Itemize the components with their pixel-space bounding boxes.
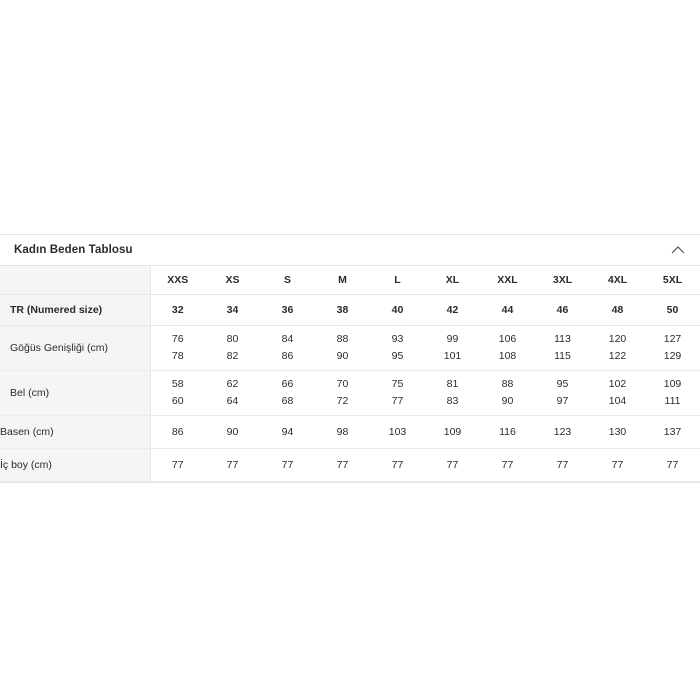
panel-title: Kadın Beden Tablosu	[14, 244, 133, 256]
table-row	[0, 416, 700, 449]
header-cell-l: L	[370, 266, 425, 295]
cell: 44	[480, 295, 535, 326]
header-cell-label	[0, 266, 150, 295]
cell-value-top: 99	[446, 333, 459, 345]
cell: 137	[645, 416, 700, 449]
cell-value-top: 88	[336, 333, 349, 345]
table-row	[0, 326, 700, 371]
cell: 46	[535, 295, 590, 326]
cell-value-top: 106	[498, 333, 517, 345]
header-cell-xxl: XXL	[480, 266, 535, 295]
cell-value-bottom: 104	[608, 395, 627, 407]
cell	[535, 371, 590, 416]
cell	[425, 326, 480, 371]
cell-value-top: 127	[663, 333, 682, 345]
cell: 42	[425, 295, 480, 326]
cell	[150, 326, 205, 371]
cell-value-bottom: 90	[501, 395, 514, 407]
row-label: TR (Numered size)	[0, 295, 150, 326]
cell-value-top: 93	[391, 333, 404, 345]
cell	[260, 326, 315, 371]
size-chart-panel	[0, 234, 700, 483]
cell-value-top: 80	[226, 333, 239, 345]
cell-value-top: 75	[391, 378, 404, 390]
table-row	[0, 295, 700, 326]
cell-value-top: 76	[171, 333, 184, 345]
size-table	[0, 266, 700, 482]
cell-value-bottom: 72	[336, 395, 349, 407]
row-label: İç boy (cm)	[0, 449, 150, 482]
cell: 103	[370, 416, 425, 449]
cell-value-bottom: 101	[443, 350, 462, 362]
cell	[645, 326, 700, 371]
cell: 50	[645, 295, 700, 326]
chevron-up-icon[interactable]	[670, 242, 686, 258]
cell-value-top: 62	[226, 378, 239, 390]
cell-value-bottom: 108	[498, 350, 517, 362]
cell: 123	[535, 416, 590, 449]
cell-value-bottom: 83	[446, 395, 459, 407]
cell: 77	[370, 449, 425, 482]
cell-value-bottom: 129	[663, 350, 682, 362]
header-cell-m: M	[315, 266, 370, 295]
header-cell-xxs: XXS	[150, 266, 205, 295]
cell-value-bottom: 90	[336, 350, 349, 362]
cell: 36	[260, 295, 315, 326]
header-cell-xl: XL	[425, 266, 480, 295]
cell-value-bottom: 97	[556, 395, 569, 407]
cell	[535, 326, 590, 371]
header-cell-xs: XS	[205, 266, 260, 295]
cell-value-top: 66	[281, 378, 294, 390]
cell: 77	[150, 449, 205, 482]
cell	[370, 326, 425, 371]
cell: 130	[590, 416, 645, 449]
cell: 38	[315, 295, 370, 326]
cell: 77	[315, 449, 370, 482]
table-row	[0, 449, 700, 482]
cell: 86	[150, 416, 205, 449]
row-label: Göğüs Genişliği (cm)	[0, 326, 150, 371]
row-label: Bel (cm)	[0, 371, 150, 416]
cell-value-bottom: 82	[226, 350, 239, 362]
cell: 77	[205, 449, 260, 482]
cell	[370, 371, 425, 416]
cell	[315, 371, 370, 416]
cell: 34	[205, 295, 260, 326]
cell: 77	[535, 449, 590, 482]
cell-value-top: 120	[608, 333, 627, 345]
cell-value-bottom: 111	[664, 395, 681, 407]
cell: 48	[590, 295, 645, 326]
cell: 94	[260, 416, 315, 449]
cell-value-top: 58	[171, 378, 184, 390]
row-label: Basen (cm)	[0, 416, 150, 449]
header-cell-s: S	[260, 266, 315, 295]
cell-value-top: 70	[336, 378, 349, 390]
cell-value-bottom: 95	[391, 350, 404, 362]
header-cell-5xl: 5XL	[645, 266, 700, 295]
size-chart-header[interactable]	[0, 234, 700, 266]
cell-value-top: 81	[446, 378, 459, 390]
cell: 77	[425, 449, 480, 482]
cell-value-top: 102	[608, 378, 627, 390]
cell	[150, 371, 205, 416]
header-cell-4xl: 4XL	[590, 266, 645, 295]
cell: 109	[425, 416, 480, 449]
cell	[205, 371, 260, 416]
cell	[645, 371, 700, 416]
cell-value-bottom: 115	[554, 350, 571, 362]
panel-bottom-divider	[0, 482, 700, 483]
cell-value-top: 95	[556, 378, 569, 390]
cell	[315, 326, 370, 371]
cell	[260, 371, 315, 416]
cell: 116	[480, 416, 535, 449]
cell	[480, 371, 535, 416]
header-cell-3xl: 3XL	[535, 266, 590, 295]
cell-value-bottom: 68	[281, 395, 294, 407]
cell: 90	[205, 416, 260, 449]
cell: 77	[645, 449, 700, 482]
cell-value-top: 113	[554, 333, 571, 345]
cell	[590, 326, 645, 371]
cell-value-top: 88	[501, 378, 514, 390]
cell: 32	[150, 295, 205, 326]
cell-value-bottom: 60	[171, 395, 184, 407]
cell: 98	[315, 416, 370, 449]
cell-value-bottom: 78	[171, 350, 184, 362]
cell-value-top: 84	[281, 333, 294, 345]
cell: 77	[260, 449, 315, 482]
cell-value-bottom: 86	[281, 350, 294, 362]
cell: 40	[370, 295, 425, 326]
cell	[590, 371, 645, 416]
cell	[205, 326, 260, 371]
cell: 77	[590, 449, 645, 482]
cell	[425, 371, 480, 416]
cell	[480, 326, 535, 371]
table-header-row	[0, 266, 700, 295]
table-row	[0, 371, 700, 416]
cell-value-top: 109	[663, 378, 682, 390]
cell-value-bottom: 77	[391, 395, 404, 407]
cell: 77	[480, 449, 535, 482]
cell-value-bottom: 64	[226, 395, 239, 407]
cell-value-bottom: 122	[608, 350, 627, 362]
